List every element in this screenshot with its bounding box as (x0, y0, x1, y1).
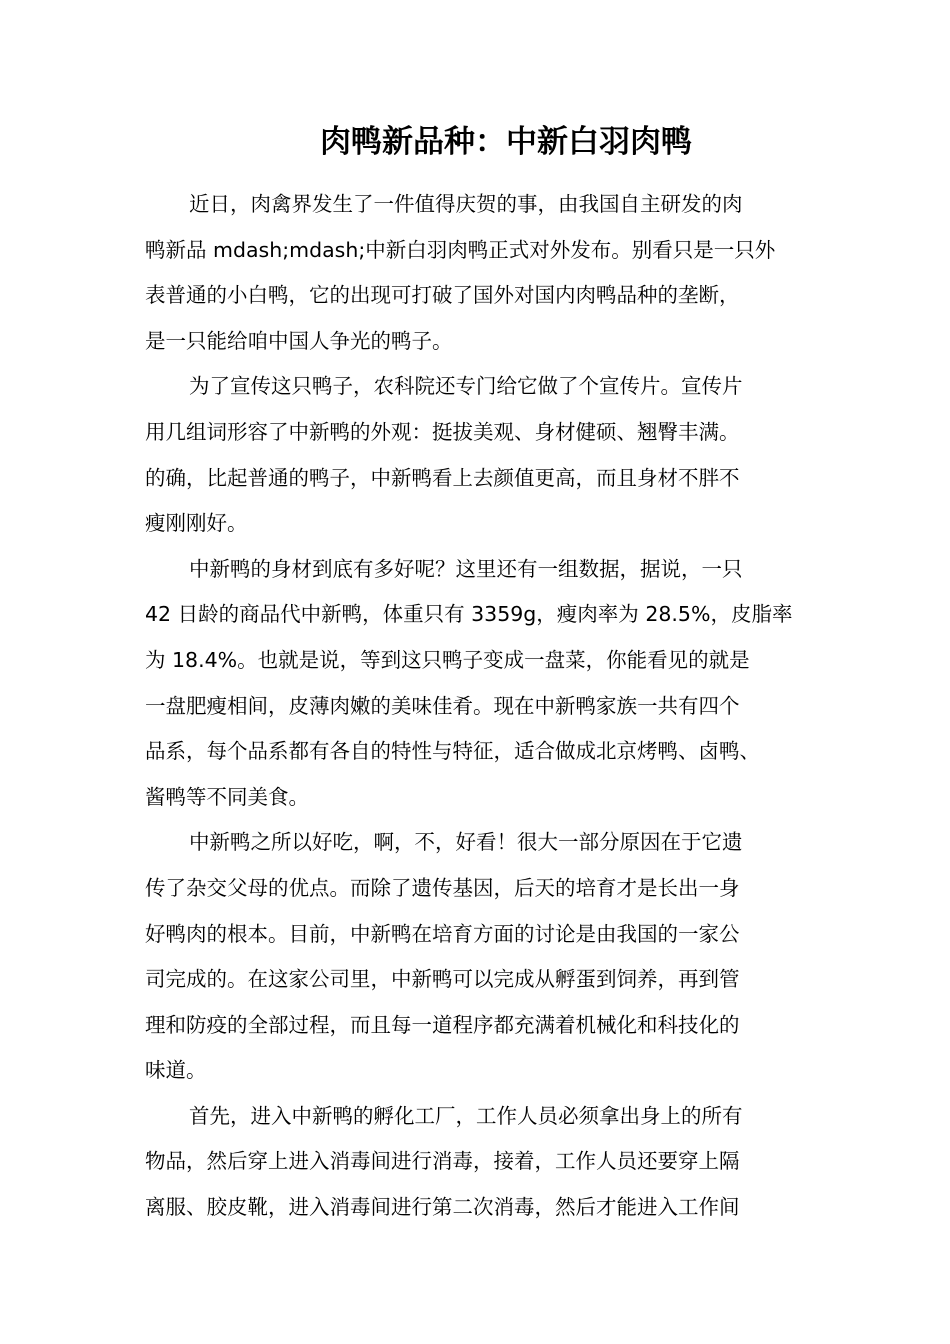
document-body (145, 182, 825, 1231)
paragraph-3-line-4: 一盘肥瘦相间，皮薄肉嫩的美味佳肴。现在中新鸭家族一共有四个 (145, 693, 740, 718)
paragraph-3-line-2: 42 日龄的商品代中新鸭，体重只有 3359g，瘦肉率为 28.5%，皮脂率 (145, 602, 793, 627)
paragraph-5-line-2: 物品，然后穿上进入消毒间进行消毒，接着，工作人员还要穿上隔 (145, 1149, 740, 1174)
paragraph-4-line-2: 传了杂交父母的优点。而除了遗传基因，后天的培育才是长出一身 (145, 875, 740, 900)
paragraph-3-line-5: 品系，每个品系都有各自的特性与特征，适合做成北京烤鸭、卤鸭、 (145, 739, 760, 764)
paragraph-2-line-4: 瘦刚刚好。 (145, 511, 248, 536)
paragraph-4-line-1: 中新鸭之所以好吃，啊，不，好看！很大一部分原因在于它遗 (189, 830, 743, 855)
paragraph-2-line-1: 为了宣传这只鸭子，农科院还专门给它做了个宣传片。宣传片 (189, 374, 743, 399)
paragraph-5-line-1: 首先，进入中新鸭的孵化工厂，工作人员必须拿出身上的所有 (189, 1103, 743, 1128)
paragraph-4-line-5: 理和防疫的全部过程，而且每一道程序都充满着机械化和科技化的 (145, 1012, 740, 1037)
paragraph-1-line-2: 鸭新品 mdash;mdash;中新白羽肉鸭正式对外发布。别看只是一只外 (145, 237, 776, 262)
paragraph-4-line-6: 味道。 (145, 1058, 207, 1083)
paragraph-2-line-2: 用几组词形容了中新鸭的外观：挺拔美观、身材健硕、翘臀丰满。 (145, 419, 740, 444)
paragraph-3-line-3: 为 18.4%。也就是说，等到这只鸭子变成一盘菜，你能看见的就是 (145, 647, 750, 672)
paragraph-4-line-3: 好鸭肉的根本。目前，中新鸭在培育方面的讨论是由我国的一家公 (145, 921, 740, 946)
paragraph-1-line-1: 近日，肉禽界发生了一件值得庆贺的事，由我国自主研发的肉 (189, 192, 743, 216)
paragraph-3-line-6: 酱鸭等不同美食。 (145, 784, 309, 809)
paragraph-1-line-4: 是一只能给咱中国人争光的鸭子。 (145, 328, 453, 353)
paragraph-1-line-3: 表普通的小白鸭，它的出现可打破了国外对国内肉鸭品种的垄断， (145, 283, 740, 308)
paragraph-4-line-4: 司完成的。在这家公司里，中新鸭可以完成从孵蛋到饲养，再到管 (145, 967, 740, 992)
page-title: 肉鸭新品种：中新白羽肉鸭 (320, 124, 692, 160)
paragraph-5-line-3: 离服、胶皮靴，进入消毒间进行第二次消毒，然后才能进入工作间 (145, 1195, 740, 1220)
paragraph-2-line-3: 的确，比起普通的鸭子，中新鸭看上去颜值更高，而且身材不胖不 (145, 465, 740, 490)
paragraph-3-line-1: 中新鸭的身材到底有多好呢？这里还有一组数据，据说，一只 (189, 556, 743, 581)
